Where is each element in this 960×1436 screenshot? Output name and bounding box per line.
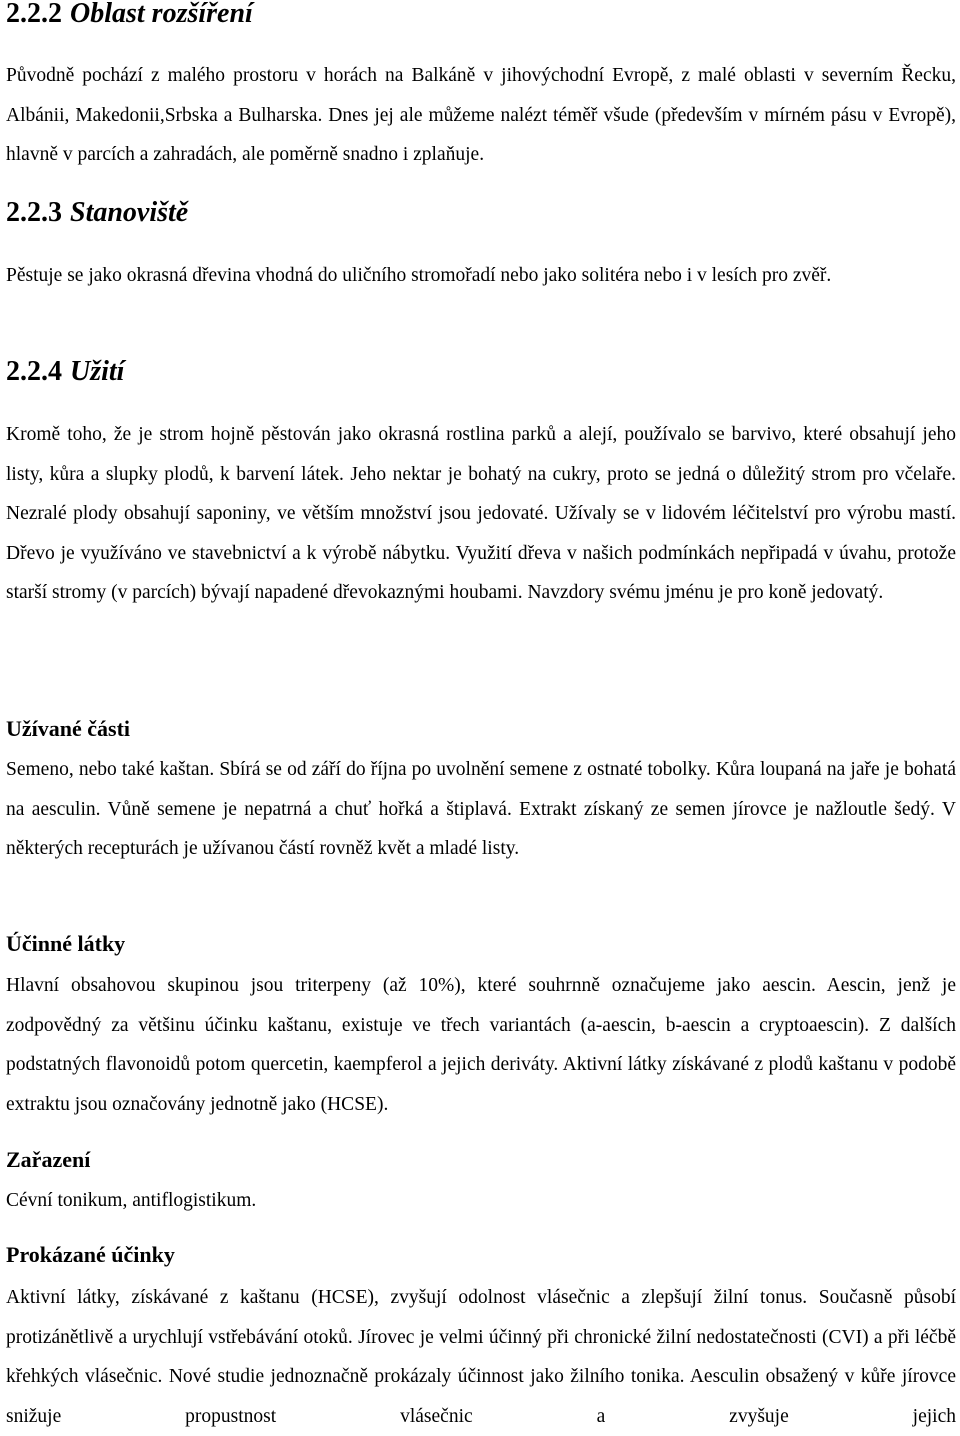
paragraph-stanoviste: Pěstuje se jako okrasná dřevina vhodná do uličního stromořadí nebo jako solitéra nebo i v lesích pro zvěř. (6, 265, 832, 286)
paragraph-zarazeni: Cévní tonikum, antiflogistikum. (6, 1190, 257, 1211)
section-heading-2-2-4 (6, 355, 124, 389)
section-heading-2-2-2 (6, 0, 253, 31)
paragraph-uziti: Kromě toho, že je strom hojně pěstován jako okrasná rostlina parků a alejí, používalo se barvivo, které obsahují jeho listy, kůra a slupky plodů, k barvení látek. Jeho nektar je bohatý na cukry, proto se jedná o důležitý strom pro včelaře. Nezralé plody obsahují saponiny, ve větším množství jsou jedovaté. Užívaly se v lidovém léčitelství pro výrobu mastí. Dřevo je využíváno ve stavebnictví a k výrobě nábytku. Využití dřeva v našich podmínkách nepřipadá v úvahu, protože starší stromy (v parcích) bývají napadené dřevokaznými houbami. Navzdory svému jménu je pro koně jedovatý. (6, 424, 956, 604)
section-number: 2.2.3 (6, 197, 62, 228)
paragraph-oblast-rozsireni: Původně pochází z malého prostoru v horách na Balkáně v jihovýchodní Evropě, z malé oblasti v severním Řecku, Albánii, Makedonii,Srbska a Bulharska. Dnes jej ale můžeme nalézt téměř všude (především v mírném pásu v Evropě), hlavně v parcích a zahradách, ale poměrně snadno i zplaňuje. (6, 65, 956, 166)
paragraph-ucinne-latky: Hlavní obsahovou skupinou jsou triterpeny (až 10%), které souhrnně označujeme jako aescin. Aescin, jenž je zodpovědný za většinu účinku kaštanu, existuje ve třech variantách (a-aescin, b-aescin a cryptoaescin). Z dalších podstatných flavonoidů potom quercetin, kaempferol a jejich deriváty. Aktivní látky získávané z plodů kaštanu v podobě extraktu jsou označovány jednotně jako (HCSE). (6, 975, 956, 1115)
section-heading-2-2-3 (6, 196, 188, 230)
subheading-prokazane-ucinky: Prokázané účinky (6, 1242, 175, 1267)
subheading-uzivane-casti: Užívané části (6, 716, 131, 741)
section-number: 2.2.4 (6, 356, 62, 387)
paragraph-uzivane-casti: Semeno, nebo také kaštan. Sbírá se od září do října po uvolnění semene z ostnaté tobolky. Kůra loupaná na jaře je bohatá na aesculin. Vůně semene je nepatrná a chuť hořká a štiplavá. Extrakt získaný ze semen jírovce je nažloutle šedý. V některých recepturách je užívanou částí rovněž květ a mladé listy. (6, 759, 956, 860)
section-number: 2.2.2 (6, 0, 62, 29)
subheading-zarazeni: Zařazení (6, 1147, 91, 1172)
subheading-ucinne-latky: Účinné látky (6, 931, 126, 956)
paragraph-prokazane-ucinky: Aktivní látky, získávané z kaštanu (HCSE), zvyšují odolnost vlásečnic a zlepšují žilní tonus. Současně působí protizánětlivě a urychlují vstřebávání otoků. Jírovec je velmi účinný při chronické žilní nedostatečnosti (CVI) a při léčbě křehkých vlásečnic. Nové studie jednoznačně prokázaly účinnost jako žilního tonika. Aesculin obsažený v kůře jírovce snižuje propustnost vlásečnic a zvyšuje jejich (6, 1287, 956, 1427)
section-title: Oblast rozšíření (70, 0, 253, 29)
section-title: Stanoviště (70, 197, 189, 228)
section-title: Užití (70, 356, 125, 387)
